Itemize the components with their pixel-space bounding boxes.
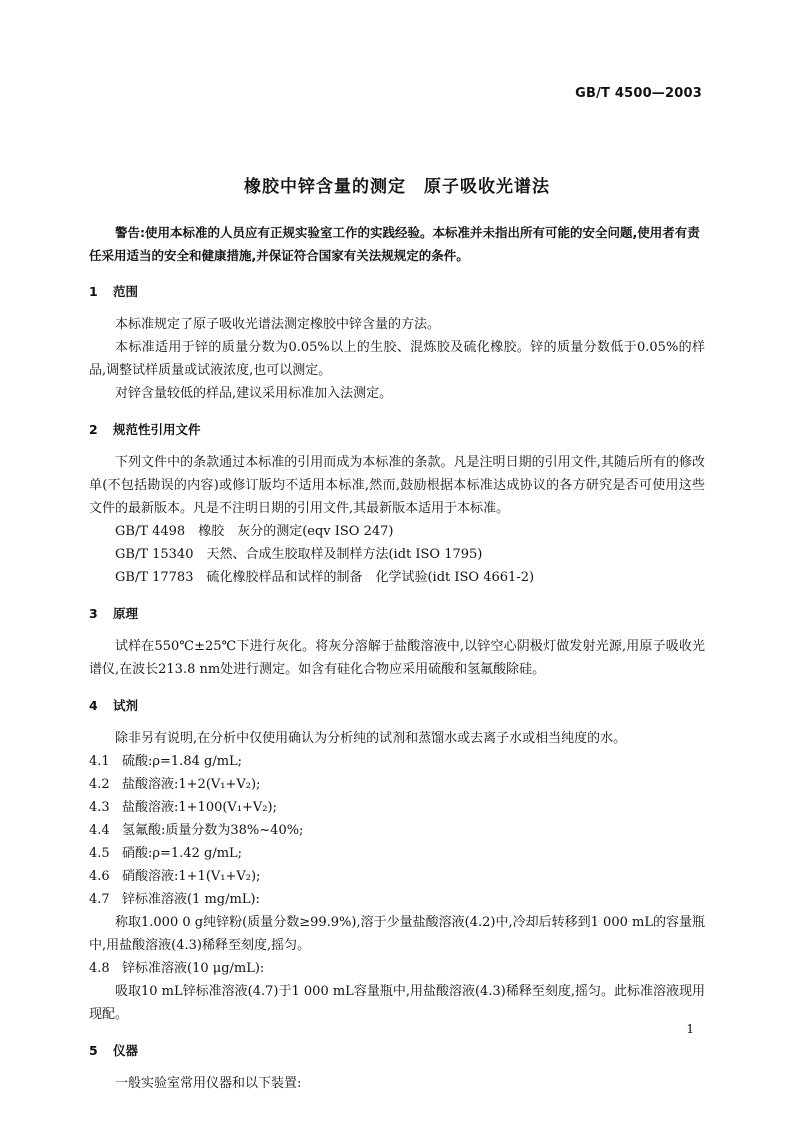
- reagent-item: [89, 957, 705, 980]
- section-number: 5: [89, 1043, 98, 1058]
- paragraph: 除非另有说明,在分析中仅使用确认为分析纯的试剂和蒸馏水或去离子水或相当纯度的水。: [115, 731, 627, 746]
- section-number: 2: [89, 422, 98, 437]
- item-text: 盐酸溶液:1+2(V₁+V₂);: [122, 777, 261, 792]
- item-number: 4.5: [89, 846, 110, 861]
- section-title: 范围: [113, 284, 139, 299]
- reagent-item: [89, 796, 705, 819]
- reference-item: GB/T 15340 天然、合成生胶取样及制样方法(idt ISO 1795): [115, 547, 483, 562]
- paragraph: 吸取10 mL锌标准溶液(4.7)于1 000 mL容量瓶中,用盐酸溶液(4.3)稀释至刻度,摇匀。此标准溶液现用现配。: [89, 984, 705, 1022]
- item-number: 4.7: [89, 892, 110, 907]
- item-text: 盐酸溶液:1+100(V₁+V₂);: [122, 800, 277, 815]
- reference-item: GB/T 17783 硫化橡胶样品和试样的制备 化学试验(idt ISO 4661-2): [115, 570, 535, 585]
- reagent-item: [89, 819, 705, 842]
- item-number: 4.8: [89, 961, 110, 976]
- section-title: 规范性引用文件: [113, 422, 201, 437]
- reagent-item: [89, 750, 705, 773]
- section-number: 3: [89, 606, 98, 621]
- page-number: 1: [686, 1022, 694, 1036]
- item-number: 4.4: [89, 823, 110, 838]
- paragraph: 本标准规定了原子吸收光谱法测定橡胶中锌含量的方法。: [115, 317, 441, 332]
- section-heading-reagents: [89, 695, 705, 717]
- section-heading-apparatus: [89, 1040, 705, 1062]
- section-number: 4: [89, 698, 98, 713]
- item-number: 4.6: [89, 869, 110, 884]
- paragraph: 对锌含量较低的样品,建议采用标准加入法测定。: [115, 386, 393, 401]
- warning-paragraph: 警告:使用本标准的人员应有正规实验室工作的实践经验。本标准并未指出所有可能的安全问题,使用者有责任采用适当的安全和健康措施,并保证符合国家有关法规规定的条件。: [89, 225, 700, 263]
- standard-number: GB/T 4500—2003: [575, 86, 702, 101]
- item-number: 4.3: [89, 800, 110, 815]
- document-body: [89, 221, 705, 1095]
- item-text: 锌标准溶液(10 μg/mL):: [122, 961, 265, 976]
- document-title: 橡胶中锌含量的测定 原子吸收光谱法: [244, 177, 550, 197]
- section-heading-scope: [89, 281, 705, 303]
- item-text: 硫酸:ρ=1.84 g/mL;: [122, 754, 243, 769]
- item-text: 锌标准溶液(1 mg/mL):: [122, 892, 260, 907]
- reagent-item: [89, 773, 705, 796]
- paragraph: 称取1.000 0 g纯锌粉(质量分数≥99.9%),溶于少量盐酸溶液(4.2)中,冷却后转移到1 000 mL的容量瓶中,用盐酸溶液(4.3)稀释至刻度,摇匀。: [89, 915, 705, 953]
- item-text: 硝酸溶液:1+1(V₁+V₂);: [122, 869, 261, 884]
- item-number: 4.2: [89, 777, 110, 792]
- reagent-item: [89, 842, 705, 865]
- reference-item: GB/T 4498 橡胶 灰分的测定(eqv ISO 247): [115, 524, 394, 539]
- reagent-item: [89, 865, 705, 888]
- section-number: 1: [89, 284, 98, 299]
- paragraph: 试样在550℃±25℃下进行灰化。将灰分溶解于盐酸溶液中,以锌空心阴极灯做发射光源,用原子吸收光谱仪,在波长213.8 nm处进行测定。如含有硅化合物应采用硫酸和氢氟酸除硅。: [89, 639, 705, 677]
- section-title: 试剂: [113, 698, 139, 713]
- section-heading-normative-references: [89, 419, 705, 441]
- paragraph: 下列文件中的条款通过本标准的引用而成为本标准的条款。凡是注明日期的引用文件,其随后所有的修改单(不包括勘误的内容)或修订版均不适用本标准,然而,鼓励根据本标准达成协议的各方研究是否可使用这些文件的最新版本。凡是不注明日期的引用文件,其最新版本适用于本标准。: [89, 455, 705, 516]
- section-title: 原理: [113, 606, 139, 621]
- reagent-item: [89, 888, 705, 911]
- item-number: 4.1: [89, 754, 110, 769]
- section-title: 仪器: [113, 1043, 139, 1058]
- item-text: 氢氟酸:质量分数为38%~40%;: [122, 823, 304, 838]
- paragraph: 一般实验室常用仪器和以下装置:: [115, 1076, 302, 1091]
- section-heading-principle: [89, 603, 705, 625]
- paragraph: 本标准适用于锌的质量分数为0.05%以上的生胶、混炼胶及硫化橡胶。锌的质量分数低于0.05%的样品,调整试样质量或试液浓度,也可以测定。: [89, 340, 705, 378]
- item-text: 硝酸:ρ=1.42 g/mL;: [122, 846, 243, 861]
